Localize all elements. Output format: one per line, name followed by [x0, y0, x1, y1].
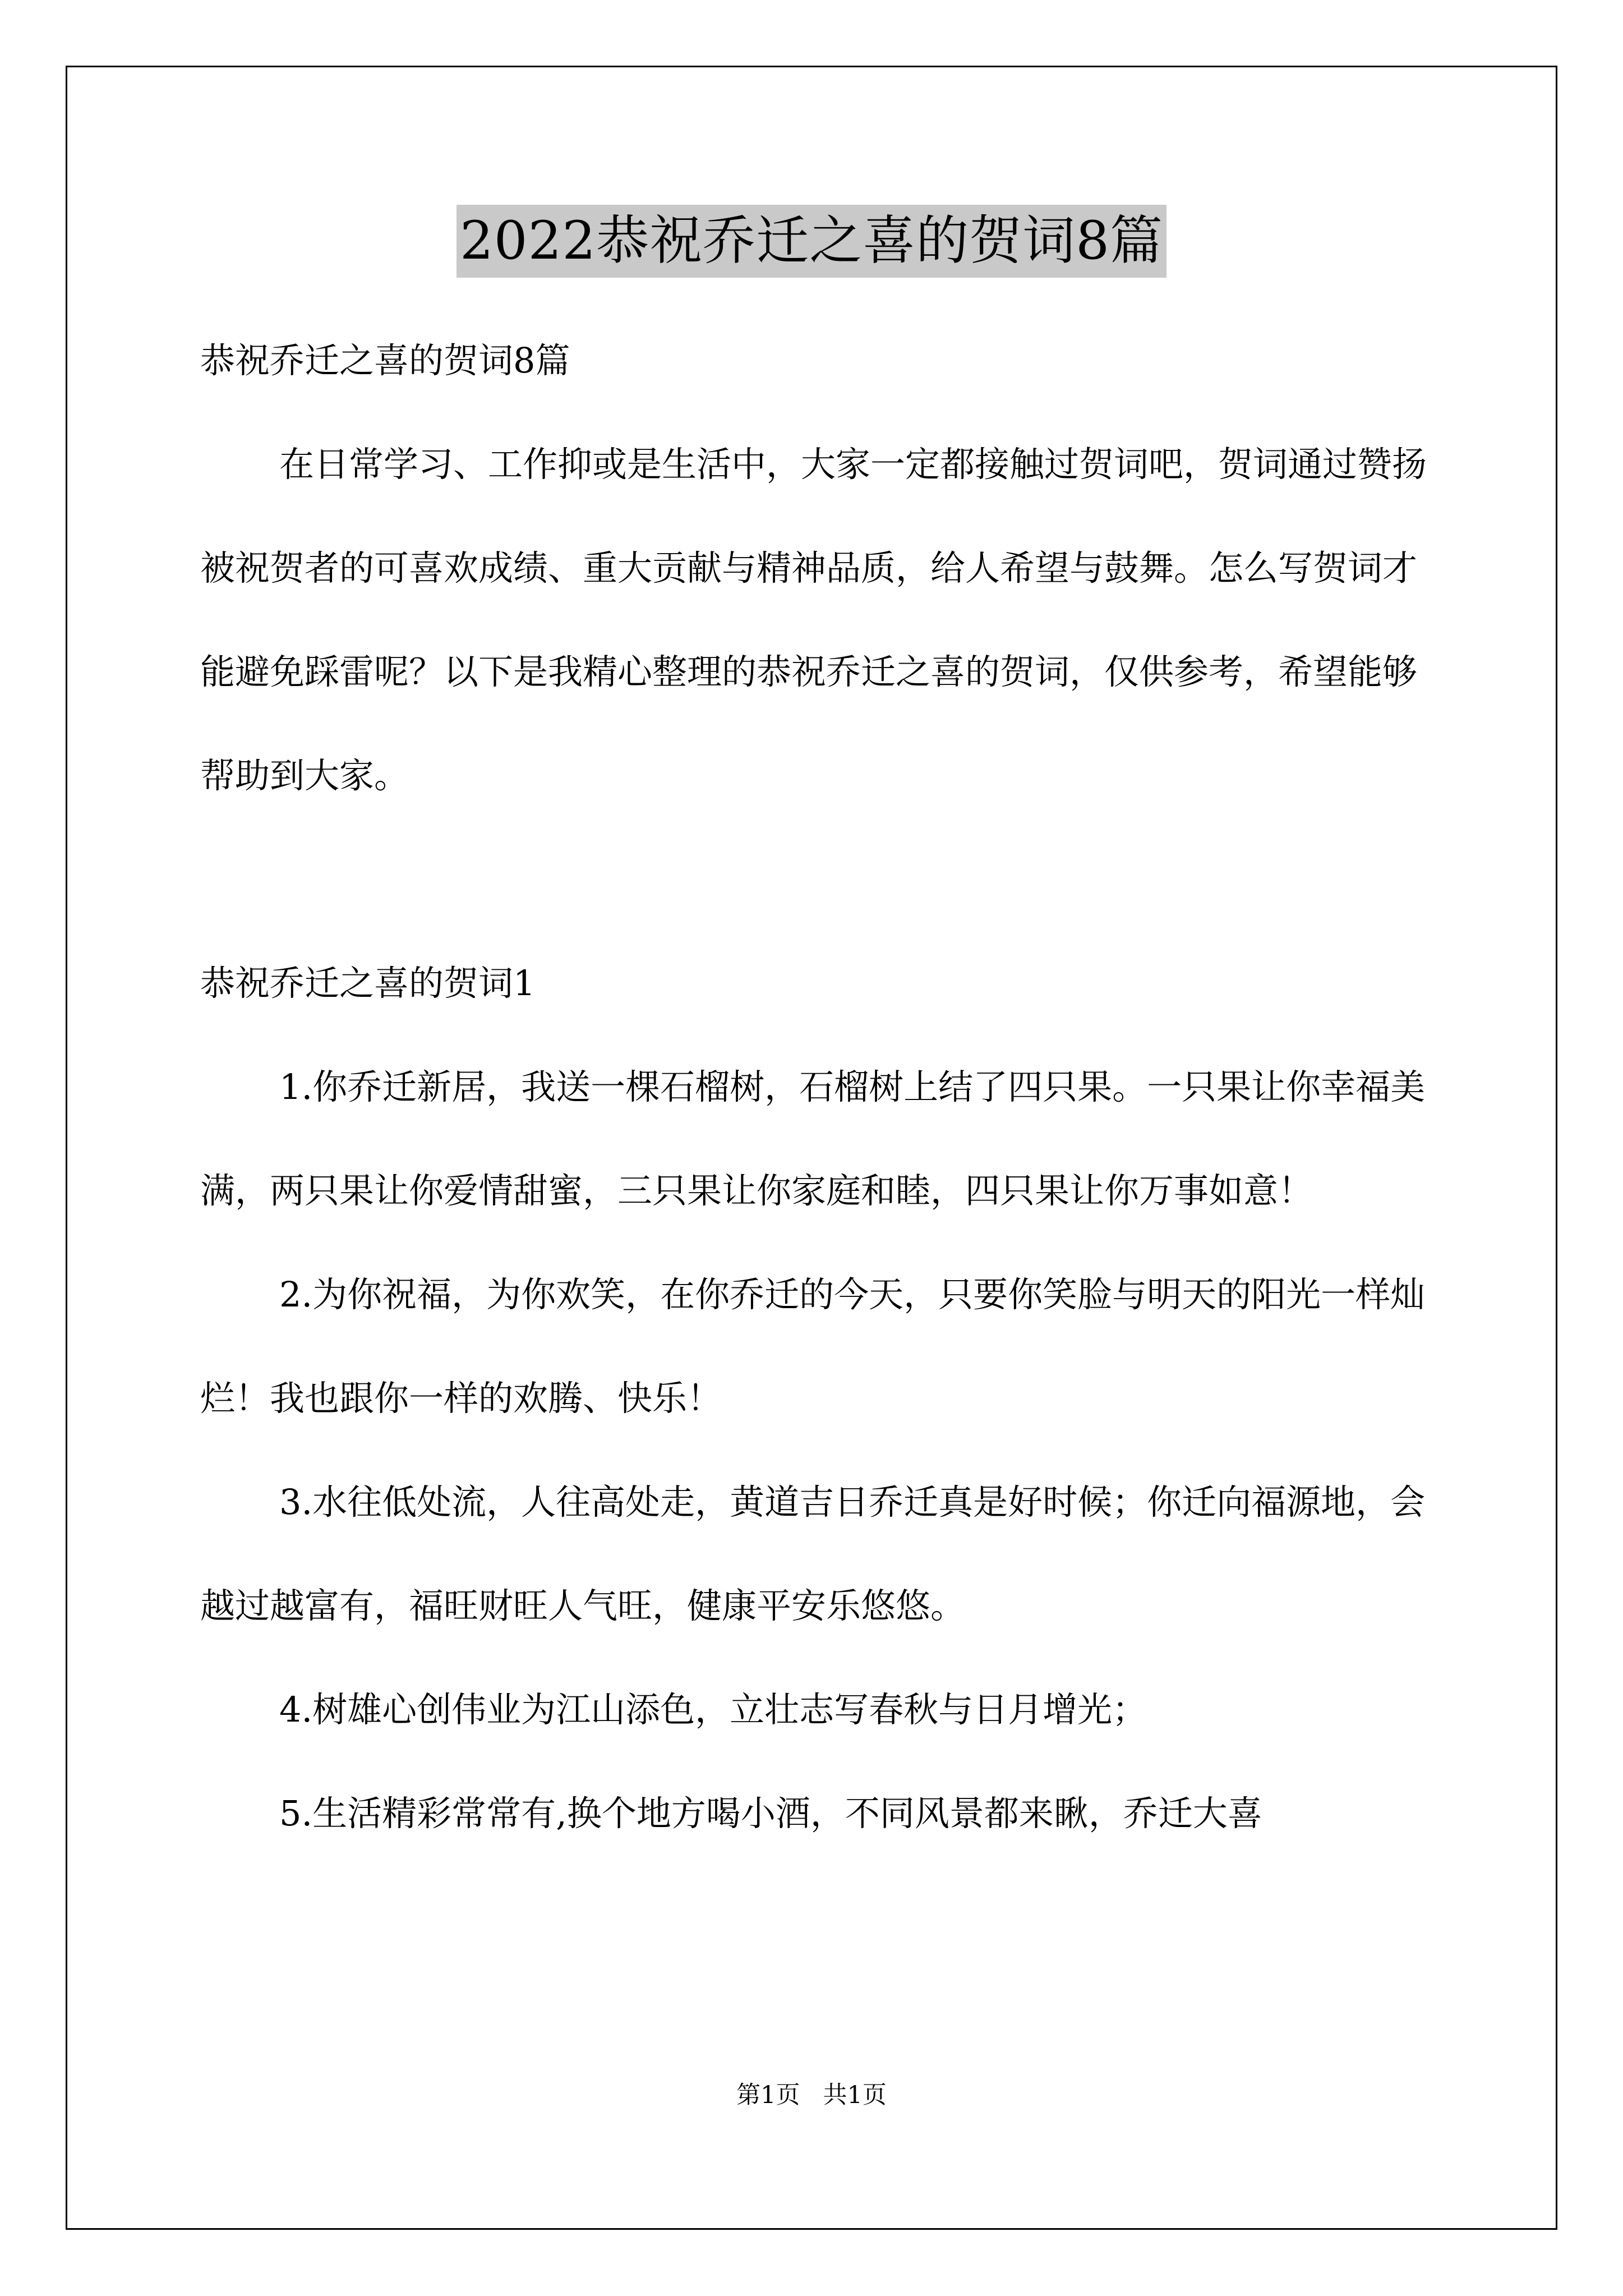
document-body [200, 309, 1428, 1865]
list-item: 1.你乔迁新居，我送一棵石榴树，石榴树上结了四只果。一只果让你幸福美满，两只果让你爱情甜蜜，三只果让你家庭和睦，四只果让你万事如意！ [200, 1066, 1426, 1211]
title-container [0, 205, 1623, 278]
document-title: 2022恭祝乔迁之喜的贺词8篇 [457, 205, 1166, 278]
intro-paragraph: 在日常学习、工作抑或是生活中，大家一定都接触过贺词吧，贺词通过赞扬被祝贺者的可喜欢成绩、重大贡献与精神品质，给人希望与鼓舞。怎么写贺词才能避免踩雷呢？以下是我精心整理的恭祝乔迁之喜的贺词，仅供参考，希望能够帮助到大家。 [200, 444, 1427, 796]
list-item: 4.树雄心创伟业为江山添色，立壮志写春秋与日月增光； [279, 1689, 1147, 1730]
list-item: 3.水往低处流，人往高处走，黄道吉日乔迁真是好时候；你迁向福源地，会越过越富有，福旺财旺人气旺，健康平安乐悠悠。 [200, 1481, 1426, 1626]
list-item: 2.为你祝福，为你欢笑，在你乔迁的今天，只要你笑脸与明天的阳光一样灿烂！我也跟你一样的欢腾、快乐！ [200, 1274, 1426, 1419]
section-heading: 恭祝乔迁之喜的贺词1 [200, 963, 536, 1004]
spacer [200, 827, 1428, 931]
subtitle: 恭祝乔迁之喜的贺词8篇 [200, 340, 570, 381]
page-footer: 第1页 共1页 [736, 2081, 887, 2109]
list-item: 5.生活精彩常常有,换个地方喝小酒，不同风景都来瞅，乔迁大喜 [279, 1793, 1262, 1834]
